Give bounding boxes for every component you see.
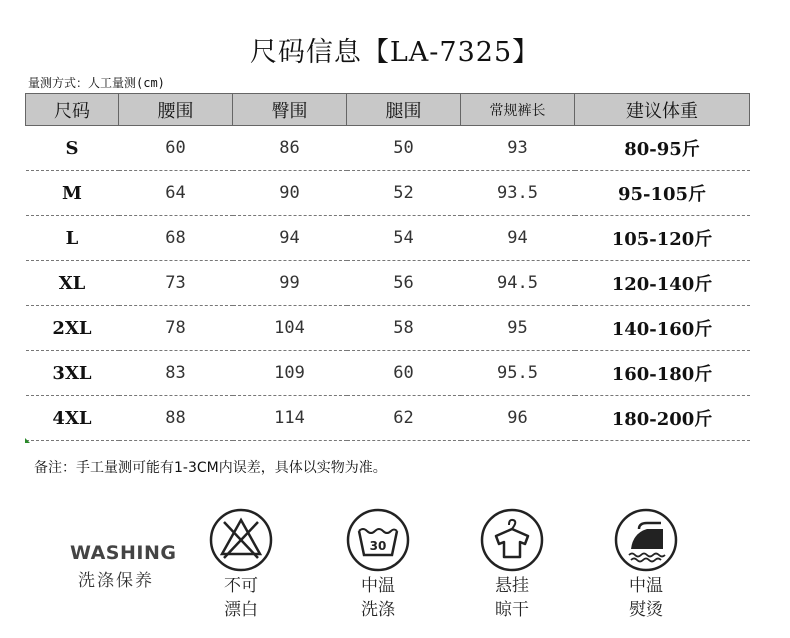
care-label-line1: 中温: [629, 576, 663, 596]
header-thigh: 腿围: [347, 94, 461, 126]
table-row: [26, 216, 750, 261]
cell-size: XL: [26, 261, 119, 306]
size-table: [25, 93, 750, 441]
cell-waist: 64: [119, 171, 233, 216]
cell-size: 4XL: [26, 396, 119, 441]
cell-thigh: 56: [347, 261, 461, 306]
care-label-line2: 晾干: [495, 600, 529, 620]
care-label-line1: 不可: [224, 576, 258, 596]
care-label-line1: 悬挂: [495, 576, 529, 596]
header-length: 常规裤长: [461, 94, 575, 126]
cell-weight: 120-140斤: [575, 261, 750, 306]
header-waist: 腰围: [119, 94, 233, 126]
cell-size: M: [26, 171, 119, 216]
cell-length: 94.5: [461, 261, 575, 306]
cell-hip: 99: [233, 261, 347, 306]
care-item-iron-medium: [611, 507, 681, 621]
washing-title-cn: 洗涤保养: [78, 571, 154, 591]
cell-hip: 94: [233, 216, 347, 261]
care-item-wash-30: [343, 507, 413, 621]
table-header-row: [26, 94, 750, 126]
cell-length: 96: [461, 396, 575, 441]
table-row: [26, 396, 750, 441]
table-row: [26, 306, 750, 351]
iron-medium-icon: [613, 507, 679, 573]
washing-title-en: WASHING: [70, 542, 177, 564]
cell-waist: 88: [119, 396, 233, 441]
cell-waist: 68: [119, 216, 233, 261]
cell-weight: 80-95斤: [575, 126, 750, 171]
header-hip: 臀围: [233, 94, 347, 126]
cell-weight: 180-200斤: [575, 396, 750, 441]
no-bleach-icon: [208, 507, 274, 573]
measurement-method: 量测方式：人工量测(cm): [28, 76, 165, 90]
cell-hip: 90: [233, 171, 347, 216]
care-label-line2: 洗涤: [361, 600, 395, 620]
table-row: [26, 171, 750, 216]
cell-length: 93.5: [461, 171, 575, 216]
cell-weight: 160-180斤: [575, 351, 750, 396]
cell-length: 94: [461, 216, 575, 261]
cell-weight: 105-120斤: [575, 216, 750, 261]
care-label-line1: 中温: [361, 576, 395, 596]
table-row: [26, 261, 750, 306]
table-row: [26, 351, 750, 396]
cell-weight: 95-105斤: [575, 171, 750, 216]
cell-thigh: 62: [347, 396, 461, 441]
cell-hip: 109: [233, 351, 347, 396]
care-item-no-bleach: [206, 507, 276, 621]
header-size: 尺码: [26, 94, 119, 126]
care-item-hang-dry: [477, 507, 547, 621]
cell-size: 2XL: [26, 306, 119, 351]
corner-marker: [25, 438, 30, 443]
page-title: 尺码信息【LA-7325】: [249, 37, 541, 68]
cell-length: 93: [461, 126, 575, 171]
cell-thigh: 50: [347, 126, 461, 171]
header-weight: 建议体重: [575, 94, 750, 126]
note-text: 备注：手工量测可能有1-3CM内误差，具体以实物为准。: [34, 460, 387, 476]
hang-dry-icon: [479, 507, 545, 573]
cell-waist: 73: [119, 261, 233, 306]
table-row: [26, 126, 750, 171]
wash-30-icon: [345, 507, 411, 573]
cell-size: 3XL: [26, 351, 119, 396]
care-label-line2: 漂白: [224, 600, 258, 620]
care-label-line2: 熨烫: [629, 600, 663, 620]
cell-size: S: [26, 126, 119, 171]
cell-thigh: 52: [347, 171, 461, 216]
cell-hip: 114: [233, 396, 347, 441]
cell-length: 95: [461, 306, 575, 351]
cell-waist: 60: [119, 126, 233, 171]
cell-waist: 78: [119, 306, 233, 351]
cell-thigh: 58: [347, 306, 461, 351]
cell-hip: 104: [233, 306, 347, 351]
cell-size: L: [26, 216, 119, 261]
cell-weight: 140-160斤: [575, 306, 750, 351]
cell-thigh: 54: [347, 216, 461, 261]
cell-thigh: 60: [347, 351, 461, 396]
cell-length: 95.5: [461, 351, 575, 396]
cell-hip: 86: [233, 126, 347, 171]
wash-temperature: 30: [369, 539, 387, 553]
cell-waist: 83: [119, 351, 233, 396]
